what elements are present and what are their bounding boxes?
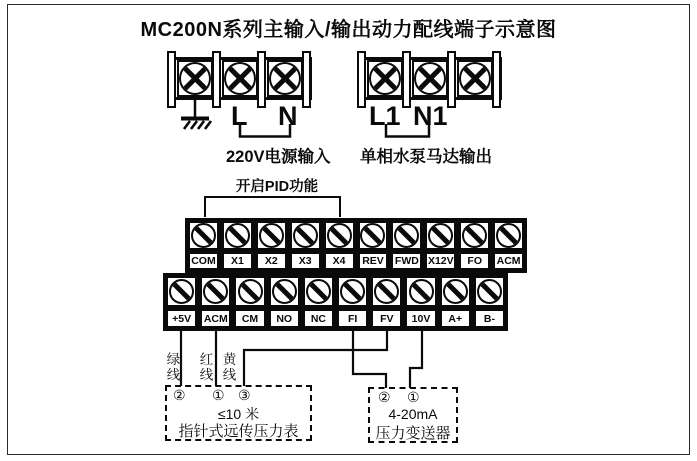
terminal-strip-lower — [163, 273, 508, 331]
terminal-X12V — [425, 221, 456, 270]
terminal-A+ — [440, 276, 471, 328]
block-divider-bar — [257, 51, 266, 108]
terminal-label: NO — [269, 309, 300, 328]
block-end-bar — [357, 51, 366, 108]
terminal-L1 — [367, 60, 403, 97]
screw-slot-icon — [290, 221, 321, 250]
transmitter-signal: 4-20mA — [388, 406, 438, 422]
power-input-terminal-block — [168, 57, 312, 100]
screw-slot-icon — [200, 276, 231, 307]
screw-x-icon — [369, 62, 401, 95]
terminal-FV — [371, 276, 402, 328]
screw-slot-icon — [269, 276, 300, 307]
screw-x-icon — [224, 62, 256, 95]
terminal-label: FWD — [391, 252, 422, 270]
screw-slot-icon — [371, 276, 402, 307]
terminal-ACM — [200, 276, 231, 328]
terminal-+5V — [166, 276, 197, 328]
screw-slot-icon — [222, 221, 253, 250]
terminal-NO — [269, 276, 300, 328]
terminal-X4 — [324, 221, 355, 270]
block-end-bar — [492, 51, 501, 108]
pid-function-label: 开启PID功能 — [235, 179, 319, 195]
transmitter-name: 压力变送器 — [375, 425, 451, 442]
screw-slot-icon — [358, 221, 389, 250]
terminal-label: B- — [474, 309, 505, 328]
terminal-label: X12V — [425, 252, 456, 270]
block-divider-bar — [212, 51, 221, 108]
wire-color-label: 黄线 — [220, 352, 236, 383]
terminal-label: X1 — [222, 252, 253, 270]
screw-x-icon — [459, 62, 491, 95]
terminal-label: CM — [234, 309, 265, 328]
label-N1: N1 — [413, 101, 448, 131]
terminal-label: NC — [303, 309, 334, 328]
terminal-label: FI — [337, 309, 368, 328]
terminal-COM — [188, 221, 219, 270]
gauge-name: 指针式远传压力表 — [178, 423, 299, 440]
pin-number: ① — [212, 387, 225, 403]
screw-x-icon — [269, 62, 301, 95]
screw-slot-icon — [166, 276, 197, 307]
terminal-label: FV — [371, 309, 402, 328]
screw-slot-icon — [459, 221, 490, 250]
screw-slot-icon — [474, 276, 505, 307]
terminal-CM — [234, 276, 265, 328]
terminal-N — [267, 60, 303, 97]
screw-slot-icon — [405, 276, 436, 307]
wire-color-label: 绿线 — [164, 352, 180, 383]
screw-slot-icon — [234, 276, 265, 307]
terminal-label: +5V — [166, 309, 197, 328]
terminal-ACM — [493, 221, 524, 270]
terminal-spare — [457, 60, 493, 97]
terminal-FI — [337, 276, 368, 328]
screw-slot-icon — [188, 221, 219, 250]
power-input-caption: 220V电源输入 — [226, 148, 331, 166]
terminal-label: FO — [459, 252, 490, 270]
diagram-title: MC200N系列主输入/输出动力配线端子示意图 — [140, 19, 557, 41]
terminal-X2 — [256, 221, 287, 270]
terminal-ground — [177, 60, 213, 97]
terminal-label: X3 — [290, 252, 321, 270]
screw-slot-icon — [440, 276, 471, 307]
screw-slot-icon — [256, 221, 287, 250]
terminal-L — [222, 60, 258, 97]
screw-slot-icon — [425, 221, 456, 250]
terminal-REV — [358, 221, 389, 270]
terminal-label: COM — [188, 252, 219, 270]
terminal-FO — [459, 221, 490, 270]
terminal-label: ACM — [493, 252, 524, 270]
terminal-label: REV — [358, 252, 389, 270]
pressure-gauge-box — [165, 385, 312, 441]
terminal-label: X2 — [256, 252, 287, 270]
terminal-label: X4 — [324, 252, 355, 270]
terminal-N1 — [412, 60, 448, 97]
block-end-bar — [302, 51, 311, 108]
screw-slot-icon — [337, 276, 368, 307]
motor-output-caption: 单相水泵马达输出 — [360, 148, 492, 166]
screw-slot-icon — [391, 221, 422, 250]
terminal-label: A+ — [440, 309, 471, 328]
label-L1: L1 — [369, 101, 401, 131]
label-N: N — [278, 101, 298, 131]
label-L: L — [231, 101, 248, 131]
terminal-strip-upper — [185, 218, 527, 273]
pin-number: ② — [378, 389, 391, 405]
terminal-label: 10V — [405, 309, 436, 328]
screw-x-icon — [414, 62, 446, 95]
terminal-FWD — [391, 221, 422, 270]
screw-x-icon — [179, 62, 211, 95]
pressure-transmitter-box — [368, 387, 458, 443]
screw-slot-icon — [303, 276, 334, 307]
pin-number: ③ — [238, 387, 251, 403]
block-divider-bar — [447, 51, 456, 108]
terminal-B- — [474, 276, 505, 328]
block-divider-bar — [402, 51, 411, 108]
pin-number: ② — [173, 387, 186, 403]
terminal-X3 — [290, 221, 321, 270]
wire-color-label: 红线 — [197, 352, 213, 383]
terminal-label: ACM — [200, 309, 231, 328]
terminal-10V — [405, 276, 436, 328]
gauge-distance: ≤10 米 — [217, 406, 260, 422]
screw-slot-icon — [324, 221, 355, 250]
motor-output-terminal-block — [358, 57, 502, 100]
screw-slot-icon — [493, 221, 524, 250]
terminal-X1 — [222, 221, 253, 270]
block-end-bar — [167, 51, 176, 108]
terminal-NC — [303, 276, 334, 328]
pin-number: ① — [407, 389, 420, 405]
